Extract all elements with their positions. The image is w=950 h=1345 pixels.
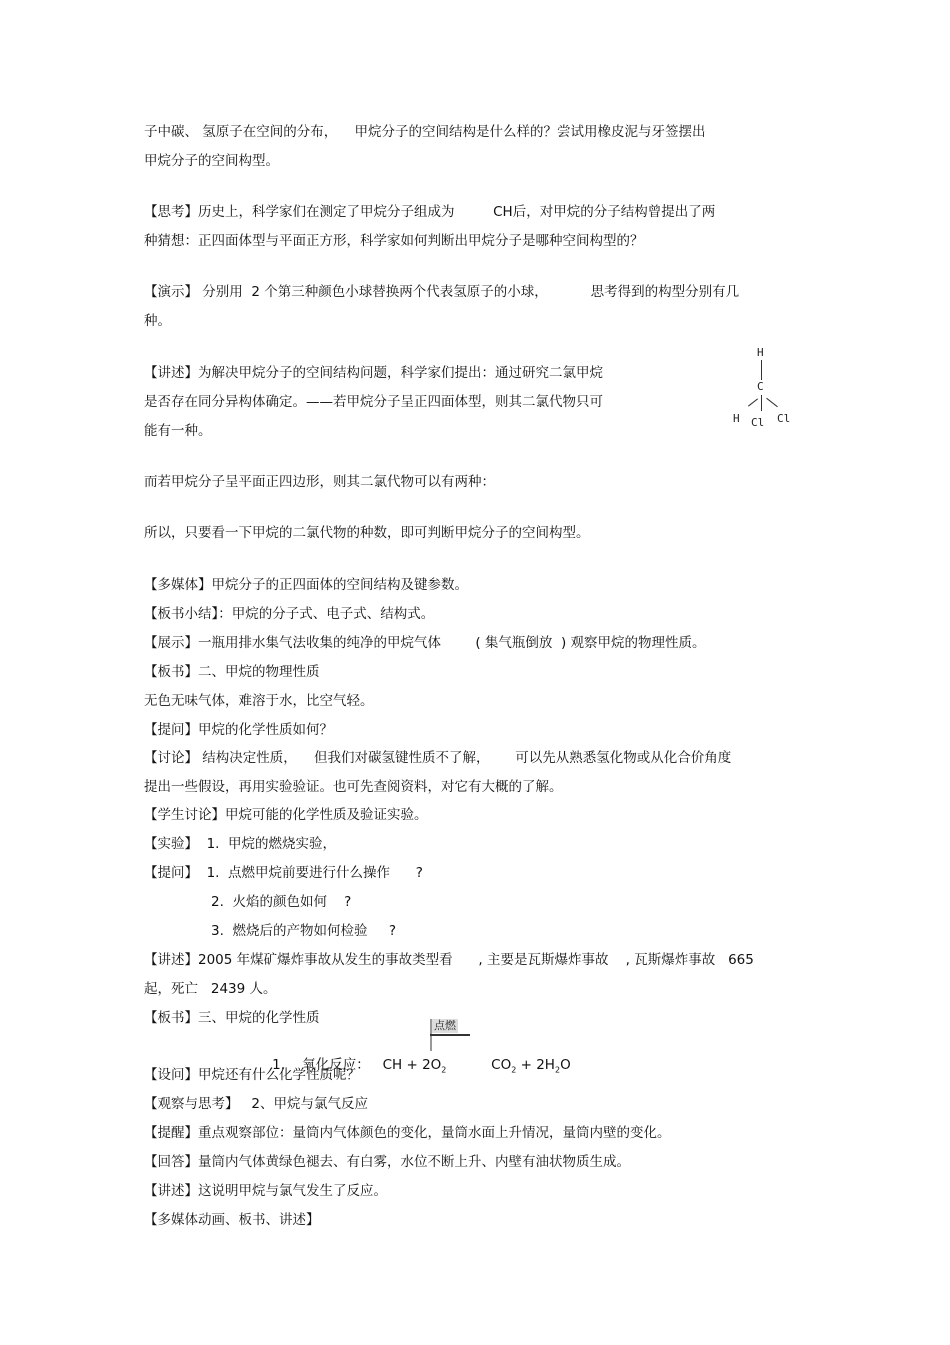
formula-atom-c: C: [757, 380, 764, 393]
text-line: 【讲述】2005 年煤矿爆炸事故从发生的事故类型看 , 主要是瓦斯爆炸事故 , 瓦斯爆炸事故 665: [144, 952, 754, 968]
text-line: 所以，只要看一下甲烷的二氯代物的种数，即可判断甲烷分子的空间构型。: [144, 525, 590, 541]
subscript: 2: [441, 1065, 447, 1075]
text-line: 【板书】三、甲烷的化学性质: [144, 1010, 320, 1026]
text-line: 种。: [144, 313, 171, 329]
text-line: 【思考】历史上，科学家们在测定了甲烷分子组成为 CH后，对甲烷的分子结构曾提出了两: [144, 204, 716, 220]
product-co2: CO: [491, 1057, 512, 1073]
text-line: 【讨论】 结构决定性质， 但我们对碳氢键性质不了解， 可以先从熟悉氢化物或从化合价角度: [144, 750, 732, 766]
reaction-equals-sign: [430, 1034, 470, 1036]
text-line: 【演示】 分别用 2 个第三种颜色小球替换两个代表氢原子的小球， 思考得到的构型分别有几: [144, 284, 740, 300]
text-line: 3. 燃烧后的产物如何检验 ?: [211, 923, 397, 939]
product-water-prefix: + 2H: [516, 1057, 555, 1073]
text-line: 【设问】甲烷还有什么化学性质呢？: [144, 1067, 360, 1083]
formula-bond: [761, 360, 762, 380]
text-line: 【回答】量筒内气体黄绿色褪去、有白雾，水位不断上升、内壁有油状物质生成。: [144, 1154, 630, 1170]
text-line: 【实验】 1. 甲烷的燃烧实验，: [144, 836, 337, 852]
text-line: 【讲述】这说明甲烷与氯气发生了反应。: [144, 1183, 387, 1199]
text-line: 【观察与思考】 2、甲烷与氯气反应: [144, 1096, 368, 1112]
equation-products: [474, 1038, 571, 1098]
text-line: 【讲述】为解决甲烷分子的空间结构问题，科学家们提出：通过研究二氯甲烷: [144, 365, 603, 381]
text-line: 【展示】一瓶用排水集气法收集的纯净的甲烷气体 ( 集气瓶倒放 ) 观察甲烷的物理性质。: [144, 635, 706, 651]
reaction-condition-arrow: [430, 1019, 470, 1051]
text-line: 【提问】甲烷的化学性质如何？: [144, 722, 333, 738]
text-line: 种猜想：正四面体型与平面正方形，科学家如何判断出甲烷分子是哪种空间构型的？: [144, 233, 644, 249]
product-water-suffix: O: [560, 1057, 571, 1073]
condition-label: 点燃: [434, 1019, 456, 1032]
dichloromethane-structural-formula: [729, 346, 799, 430]
text-line: 提出一些假设，再用实验验证。也可先查阅资料，对它有大概的了解。: [144, 779, 563, 795]
text-line: 起，死亡 2439 人。: [144, 981, 277, 997]
text-line: 【多媒体动画、板书、讲述】: [144, 1212, 320, 1228]
text-line: 无色无味气体，难溶于水，比空气轻。: [144, 693, 374, 709]
text-line: 【学生讨论】甲烷可能的化学性质及验证实验。: [144, 807, 428, 823]
text-line: 能有一种。: [144, 423, 212, 439]
text-line: 【提醒】重点观察部位：量筒内气体颜色的变化，量筒水面上升情况，量筒内壁的变化。: [144, 1125, 671, 1141]
formula-bond: [748, 398, 758, 406]
equation-reactants: 1. 氧化反应： CH + 2O: [272, 1057, 442, 1073]
formula-atom-cl-right: Cl: [777, 412, 791, 425]
formula-atom-h-top: H: [757, 346, 764, 359]
text-line: 2. 火焰的颜色如何 ?: [211, 894, 352, 910]
subscript: 2: [554, 1065, 561, 1075]
subscript: 2: [511, 1065, 517, 1075]
text-line: 【板书】二、甲烷的物理性质: [144, 664, 320, 680]
text-line: 【多媒体】甲烷分子的正四面体的空间结构及键参数。: [144, 577, 468, 593]
text-line: 而若甲烷分子呈平面正四边形，则其二氯代物可以有两种：: [144, 474, 495, 490]
formula-bond: [766, 398, 778, 407]
text-line: 甲烷分子的空间构型。: [144, 153, 279, 169]
text-line: 【板书小结】：甲烷的分子式、电子式、结构式。: [144, 606, 435, 622]
formula-bond: [761, 395, 762, 411]
text-line: 是否存在同分异构体确定。——若甲烷分子呈正四面体型，则其二氯代物只可: [144, 394, 603, 410]
formula-atom-cl-mid: Cl: [751, 416, 765, 429]
text-line: 子中碳、 氢原子在空间的分布， 甲烷分子的空间结构是什么样的？尝试用橡皮泥与牙签摆出: [144, 124, 706, 140]
formula-atom-h-left: H: [733, 412, 740, 425]
text-line: 【提问】 1. 点燃甲烷前要进行什么操作 ?: [144, 865, 423, 881]
